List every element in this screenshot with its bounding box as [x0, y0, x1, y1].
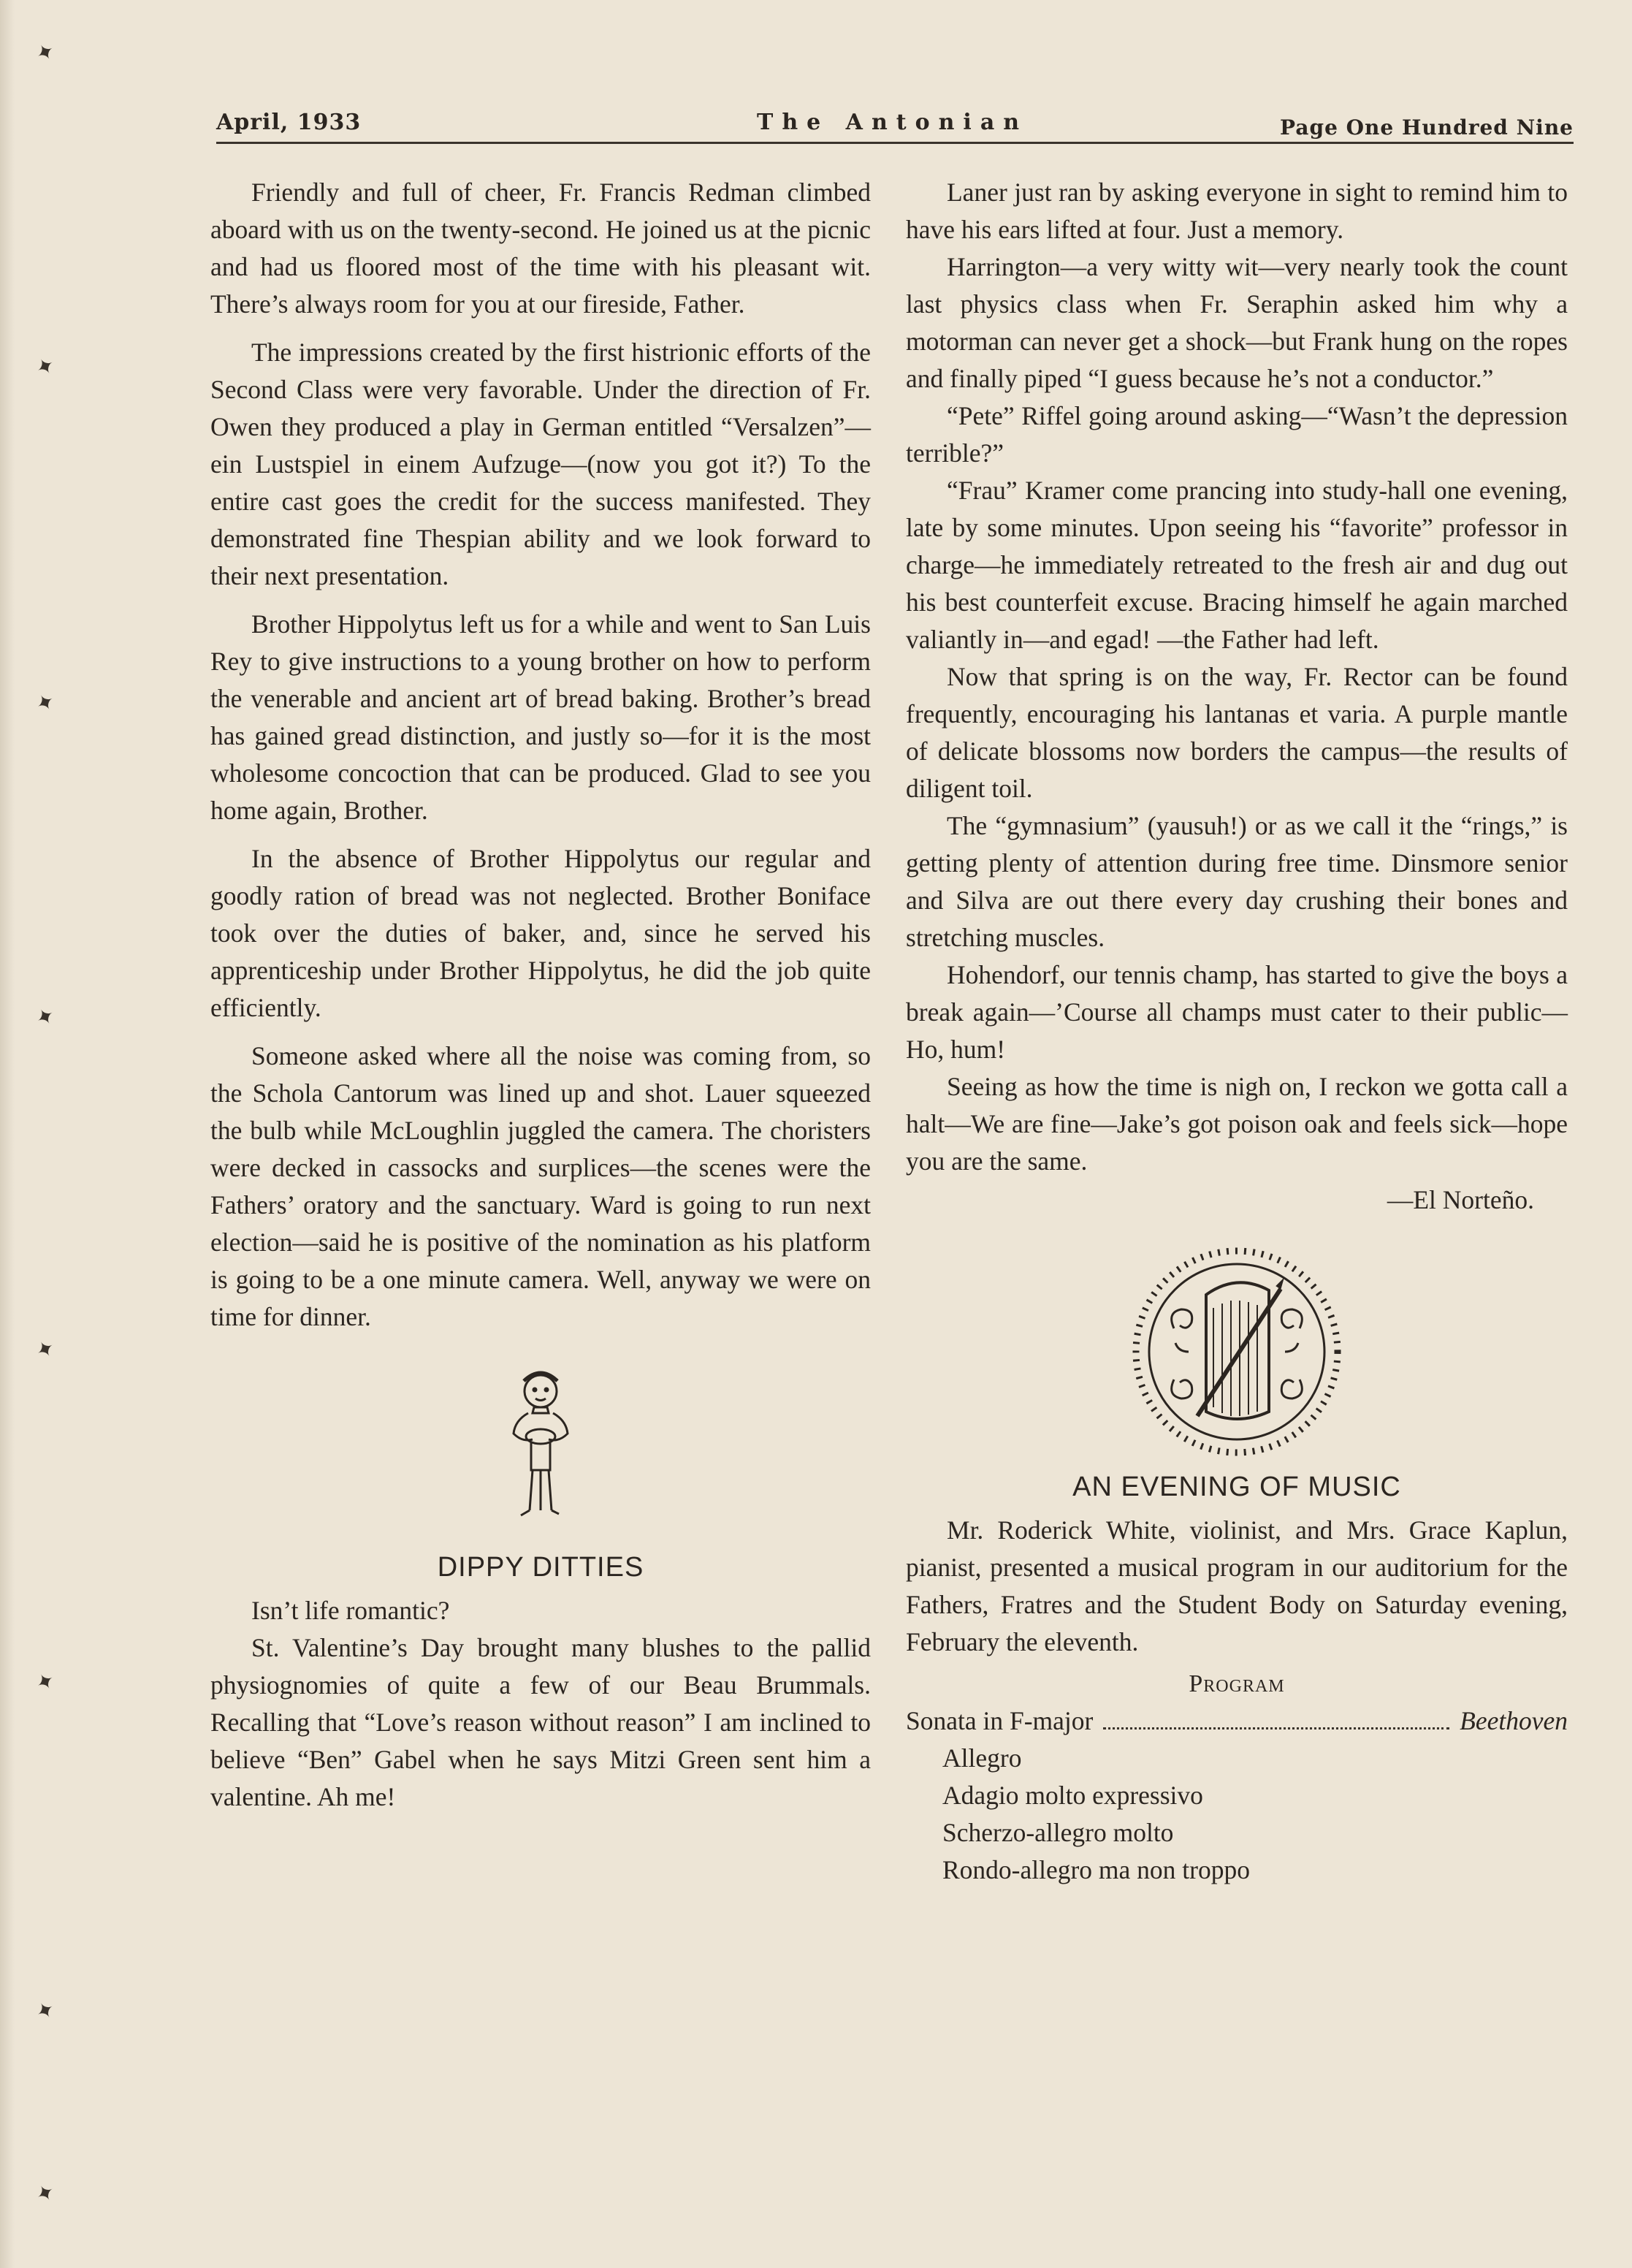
binding-hole-mark: ✦: [31, 351, 61, 383]
right-column: [906, 174, 1568, 1889]
evening-of-music-title: AN EVENING OF MUSIC: [1072, 1472, 1401, 1502]
binding-hole-mark: ✦: [31, 1334, 61, 1366]
article-signature: —El Norteño.: [1387, 1185, 1534, 1214]
binding-hole-mark: ✦: [31, 1002, 61, 1033]
binding-hole-mark: ✦: [31, 1995, 61, 2027]
header-publication: The Antonian: [757, 110, 1029, 135]
paragraph: Now that spring is on the way, Fr. Rector can be found frequently, encouraging his lantanas et varia. A purple mantle of delicate blossoms now borders the campus—the results of diligent toil.: [906, 662, 1568, 803]
paragraph: Hohendorf, our tennis champ, has started to give the boys a break again—’Course all champs must cater to their public—Ho, hum!: [906, 960, 1568, 1064]
paragraph: Seeing as how the time is nigh on, I reckon we gotta call a halt—We are fine—Jake’s got poison oak and feels sick—hope you are the same.: [906, 1072, 1568, 1176]
paragraph: The “gymnasium” (yausuh!) or as we call it the “rings,” is getting plenty of attention during free time. Dinsmore senior and Silva are out there every day crushing their bones and stretching muscles.: [906, 811, 1568, 952]
program-piece: Sonata in F-major: [906, 1706, 1094, 1735]
program-composer: Beethoven: [1460, 1706, 1568, 1735]
running-header: [216, 110, 1574, 146]
paragraph: “Pete” Riffel going around asking—“Wasn’t the depression terrible?”: [906, 401, 1568, 468]
lyre-emblem-illustration: [1127, 1242, 1346, 1461]
program-movement: Allegro: [942, 1743, 1022, 1773]
program-heading: Program: [1189, 1670, 1285, 1697]
paragraph: Brother Hippolytus left us for a while and went to San Luis Rey to give instructions to a young brother on how to perform the venerable and ancient art of bread baking. Brother’s bread has gained gread distinction, and justly so—for it is the most wholesome concoction that can be produced. Glad to see you home again, Brother.: [210, 609, 871, 825]
header-rule: [216, 142, 1574, 144]
paragraph: Laner just ran by asking everyone in sight to remind him to have his ears lifted at four. Just a memory.: [906, 178, 1568, 244]
dotted-leader: [1103, 1727, 1449, 1729]
paragraph: Friendly and full of cheer, Fr. Francis Redman climbed aboard with us on the twenty-second. He joined us at the picnic and had us floored most of the time with his pleasant wit. There’s always room for you at our fireside, Father.: [210, 178, 871, 319]
paragraph: Isn’t life romantic?: [251, 1596, 450, 1625]
paragraph: “Frau” Kramer come prancing into study-hall one evening, late by some minutes. Upon seeing his “favorite” professor in charge—he immediately retreated to the fresh air and dug out his best counterfeit excuse. Bracing himself he again marched valiantly in—and egad! —the Father had left.: [906, 476, 1568, 654]
cartoon-figure-illustration: [486, 1361, 595, 1536]
paragraph: Harrington—a very witty wit—very nearly took the count last physics class when Fr. Seraphin asked him why a motorman can never get a shock—but Frank hung on the ropes and finally piped “I guess because he’s not a conductor.”: [906, 252, 1568, 393]
binding-hole-mark: ✦: [31, 37, 61, 69]
paragraph: In the absence of Brother Hippolytus our regular and goodly ration of bread was not neglected. Brother Boniface took over the duties of baker, and, since he served his apprenticeship under Brother Hippolytus, he did the job quite efficiently.: [210, 844, 871, 1022]
program-movement: Rondo-allegro ma non troppo: [942, 1855, 1250, 1884]
paragraph: Mr. Roderick White, violinist, and Mrs. Grace Kaplun, pianist, presented a musical program in our auditorium for the Fathers, Fratres and the Student Body on Saturday evening, February the eleventh.: [906, 1515, 1568, 1656]
header-date: April, 1933: [216, 110, 362, 135]
paragraph: The impressions created by the first histrionic efforts of the Second Class were very favorable. Under the direction of Fr. Owen they produced a play in German entitled “Versalzen”—ein Lustspiel in einem Aufzuge—(now you got it?) To the entire cast goes the credit for the success manifested. They demonstrated fine Thespian ability and we look forward to their next presentation.: [210, 338, 871, 590]
program-movement: Scherzo-allegro molto: [942, 1818, 1174, 1847]
paragraph: Someone asked where all the noise was coming from, so the Schola Cantorum was lined up and shot. Lauer squeezed the bulb while McLoughlin juggled the camera. The choristers were decked in cassocks and surplices—the scenes were the Fathers’ oratory and the sanctuary. Ward is going to run next election—said he is positive of the nomination as his platform is going to be a one minute camera. Well, anyway we were on time for dinner.: [210, 1041, 871, 1331]
program-movement: Adagio molto expressivo: [942, 1781, 1203, 1810]
left-column: [210, 174, 871, 1827]
page-edge: [0, 0, 15, 2268]
binding-hole-mark: ✦: [31, 688, 61, 719]
binding-hole-mark: ✦: [31, 1667, 61, 1698]
binding-hole-mark: ✦: [31, 2178, 61, 2210]
paragraph: St. Valentine’s Day brought many blushes to the pallid physiognomies of quite a few of our Beau Brummals. Recalling that “Love’s reason without reason” I am inclined to believe “Ben” Gabel when he says Mitzi Green sent him a valentine. Ah me!: [210, 1633, 871, 1811]
dippy-ditties-title: DIPPY DITTIES: [437, 1552, 644, 1583]
header-page-number: Page One Hundred Nine: [1280, 115, 1574, 140]
program-entry: [906, 1702, 1568, 1740]
